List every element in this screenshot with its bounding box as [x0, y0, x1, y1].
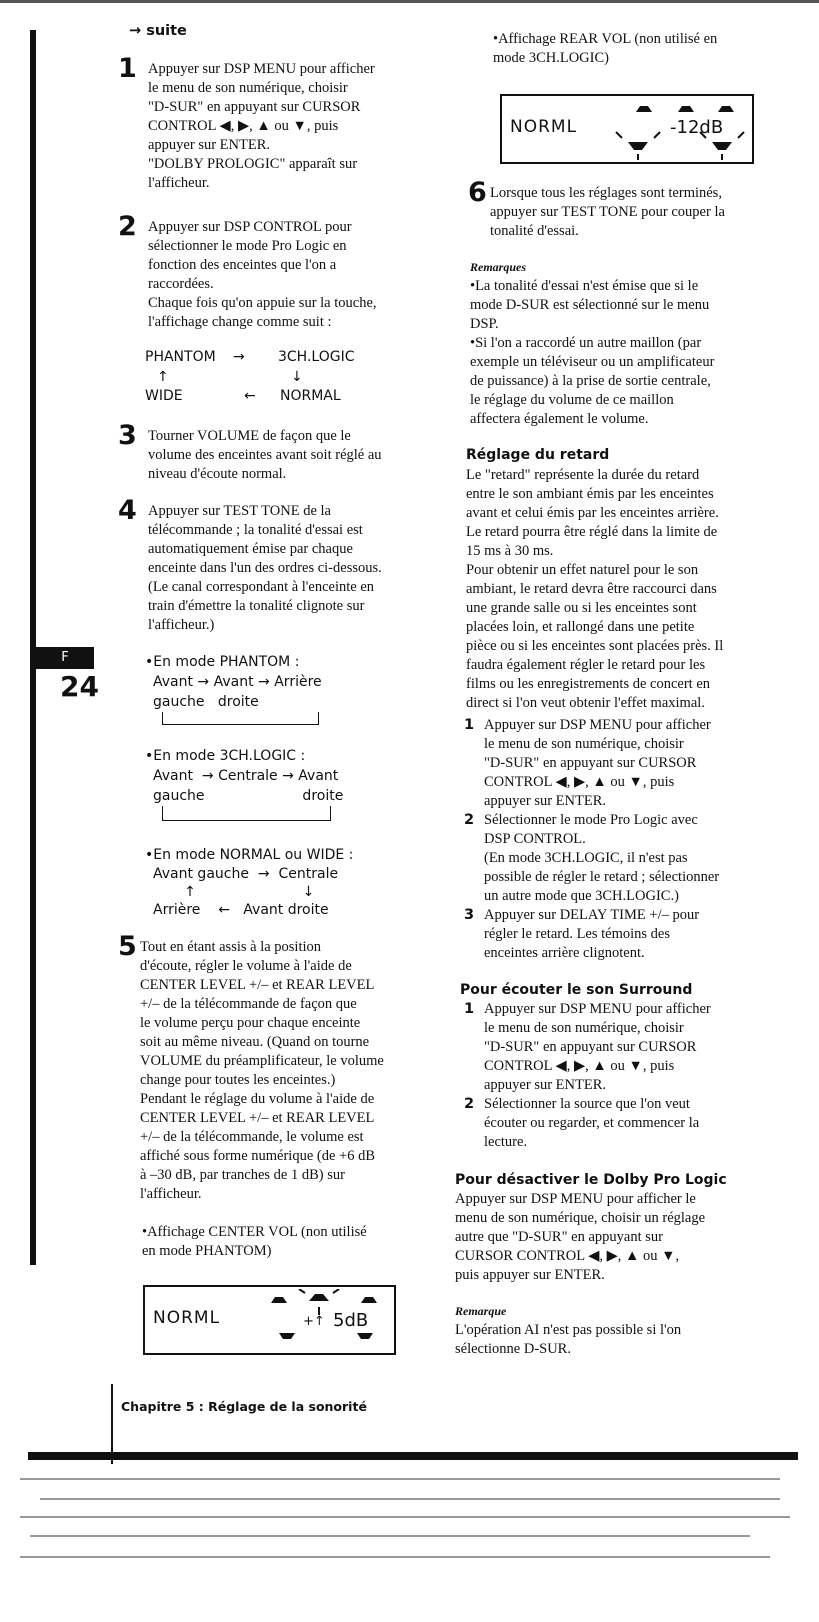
lcd-mode: NORML: [153, 1308, 221, 1328]
step-number: 3: [464, 907, 475, 923]
scan-noise: [20, 1556, 770, 1558]
rear-vol-caption: •Affichage REAR VOL (non utilisé en mode 3CH.LOGIC): [493, 31, 718, 66]
lcd-display-center: [143, 1285, 396, 1355]
center-vol-caption: •Affichage CENTER VOL (non utilisé en mode PHANTOM): [142, 1224, 367, 1259]
order-labels: gauche droite: [153, 694, 259, 710]
svg-text:+↑: +↑: [303, 1314, 325, 1329]
step-number: 1: [464, 1001, 475, 1017]
step-number: 2: [464, 812, 475, 828]
step-number: 2: [118, 211, 137, 242]
section-tab: F: [36, 647, 94, 669]
step-2: [118, 211, 448, 332]
step-number: 3: [118, 420, 137, 451]
scan-noise: [30, 1535, 750, 1537]
chapter-footer: Chapitre 5 : Réglage de la sonorité: [121, 1399, 367, 1414]
order-line: Arrière ← Avant droite: [153, 902, 329, 918]
step-text: Tourner VOLUME de façon que le volume des enceintes avant soit réglé au niveau d'écoute normal.: [148, 428, 382, 482]
step-number: 4: [118, 495, 137, 526]
mode-phantom: PHANTOM: [145, 349, 216, 365]
step-text: Appuyer sur DELAY TIME +/– pour régler le retard. Les témoins des enceintes arrière clignotent.: [484, 907, 700, 961]
arrow-right: →: [233, 349, 245, 365]
surround-step-1: [464, 1000, 784, 1095]
arrow-down: ↓: [291, 369, 303, 385]
scan-noise: [20, 1478, 780, 1480]
delay-step-3: [464, 906, 784, 963]
order-title: •En mode PHANTOM :: [145, 654, 300, 670]
step-1: [118, 53, 448, 193]
order-arrows: ↑ ↓: [153, 884, 315, 900]
step-number: 5: [118, 931, 137, 962]
step-text: Tout en étant assis à la position d'écoute, régler le volume à l'aide de CENTER LEVEL +/– et REAR LEVEL +/– de la télécommande de façon que le volume perçu pour chaque enceinte soit au même niveau. (Quand on tourne VOLUME du préamplificateur, le volume change pour toutes les enceintes.) Pendant le réglage du volume à l'aide de CENTER LEVEL +/– et REAR LEVEL +/– de la télécommande, le volume est affiché sous forme numérique (de +6 dB à –30 dB, par tranches de 1 dB) sur l'afficheur.: [140, 939, 384, 1202]
top-border: [0, 0, 819, 3]
step-5: [118, 931, 450, 1204]
remarks-heading: Remarques: [470, 260, 527, 274]
step-text: Appuyer sur DSP CONTROL pour sélectionner le mode Pro Logic en fonction des enceintes que l'on a raccordées. Chaque fois qu'on appuie sur la touche, l'affichage change comme suit :: [148, 219, 377, 330]
arrow-left: ←: [244, 388, 256, 404]
lcd-mode: NORML: [510, 117, 578, 137]
mode-3ch-logic: 3CH.LOGIC: [278, 349, 355, 365]
scan-noise: [20, 1516, 790, 1518]
step-number: 6: [468, 177, 487, 208]
page-number: 24: [60, 670, 99, 703]
step-text: Appuyer sur TEST TONE de la télécommande ; la tonalité d'essai est automatiquement émise par chaque enceinte dans l'un des ordres ci-dessous. (Le canal correspondant à l'enceinte en train d'émettre la tonalité clignote sur l'afficheur.): [148, 503, 382, 633]
surround-step-2: [464, 1095, 784, 1152]
arrow-up: ↑: [157, 369, 169, 385]
step-number: 1: [118, 53, 137, 84]
remark-text: L'opération AI n'est pas possible si l'on sélectionne D-SUR.: [455, 1322, 682, 1357]
delay-text: Le "retard" représente la durée du retard entre le son ambiant émis par les enceintes avant et celui émis par les enceintes arrière. Le retard pourra être réglé dans la limite de 15 ms à 30 ms. Pour obtenir un effet naturel pour le son ambiant, le retard devra être raccourci dans une grande salle ou si les enceintes sont placées loin, et rallongé dans une petite pièce ou si les enceintes sont placées près. Il faudra également régler le retard pour les films ou les enregistrements de concert en direct si l'on veut obtenir l'effet maximal.: [466, 467, 724, 711]
loop-line: [162, 712, 319, 725]
order-title: •En mode NORMAL ou WIDE :: [145, 847, 354, 863]
delay-heading: Réglage du retard: [466, 447, 610, 463]
step-text: Lorsque tous les réglages sont terminés, appuyer sur TEST TONE pour couper la tonalité d'essai.: [490, 185, 725, 239]
order-line: Avant → Avant → Arrière: [153, 674, 322, 690]
step-6: [468, 177, 795, 241]
delay-step-2: [464, 811, 784, 906]
bottom-bar: [28, 1452, 798, 1460]
order-line: Avant gauche → Centrale: [153, 866, 339, 882]
step-3: [118, 420, 448, 484]
loop-line: [162, 806, 331, 821]
disable-heading: Pour désactiver le Dolby Pro Logic: [455, 1172, 727, 1188]
continued-label: → suite: [129, 23, 187, 39]
mode-normal: NORMAL: [280, 388, 341, 404]
step-number: 2: [464, 1096, 475, 1112]
step-text: Sélectionner la source que l'on veut écouter ou regarder, et commencer la lecture.: [484, 1096, 700, 1150]
disable-text: Appuyer sur DSP MENU pour afficher le menu de son numérique, choisir un réglage autre que "D-SUR" en appuyant sur CURSOR CONTROL ◀, ▶, ▲ ou ▼, puis appuyer sur ENTER.: [455, 1191, 706, 1283]
surround-heading: Pour écouter le son Surround: [460, 982, 693, 998]
lcd-display-rear: [500, 94, 754, 164]
lcd-level-value: 5dB: [333, 1310, 369, 1331]
step-text: Sélectionner le mode Pro Logic avec DSP CONTROL. (En mode 3CH.LOGIC, il n'est pas possible de régler le retard ; sélectionner un autre mode que 3CH.LOGIC.): [484, 812, 720, 904]
step-number: 1: [464, 717, 475, 733]
order-labels: gauche droite: [153, 788, 344, 804]
order-title: •En mode 3CH.LOGIC :: [145, 748, 306, 764]
remark-heading: Remarque: [455, 1304, 507, 1318]
delay-step-1: [464, 716, 784, 811]
step-text: Appuyer sur DSP MENU pour afficher le menu de son numérique, choisir "D-SUR" en appuyant sur CURSOR CONTROL ◀, ▶, ▲ ou ▼, puis appuyer sur ENTER.: [484, 717, 711, 809]
step-text: Appuyer sur DSP MENU pour afficher le menu de son numérique, choisir "D-SUR" en appuyant sur CURSOR CONTROL ◀, ▶, ▲ ou ▼, puis appuyer sur ENTER.: [484, 1001, 711, 1093]
mode-wide: WIDE: [145, 388, 183, 404]
remarks-text: •La tonalité d'essai n'est émise que si le mode D-SUR est sélectionné sur le menu DSP. •Si l'on a raccordé un autre maillon (par exemple un téléviseur ou un amplificateur de puissance) à la prise de sortie centrale, le réglage du volume de ce maillon affectera également le volume.: [470, 278, 715, 427]
step-text: Appuyer sur DSP MENU pour afficher le menu de son numérique, choisir "D-SUR" en appuyant sur CURSOR CONTROL ◀, ▶, ▲ ou ▼, puis appuyer sur ENTER. "DOLBY PROLOGIC" apparaît sur l'afficheur.: [148, 61, 375, 191]
order-line: Avant → Centrale → Avant: [153, 768, 339, 784]
scan-noise: [40, 1498, 780, 1500]
step-4: [118, 495, 448, 635]
lcd-level-value: -12dB: [670, 117, 724, 138]
